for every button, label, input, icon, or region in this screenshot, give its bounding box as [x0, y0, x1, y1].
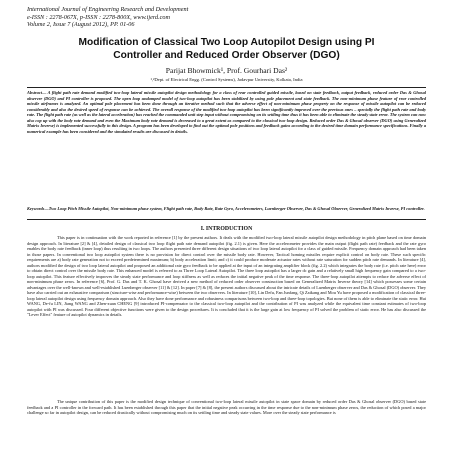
intro-paragraph-2-text: The unique contribution of this paper is the modified design technique of conventional two-loop lateral missile autopilot in state space domain by reduced order Das & Ghosal observer (DGO) based state feedback and a PI controller in the forward path. It has been established through this paper that the initial negative peak occurring in the time response due to the non-minimum phase zeros, the reduction of which posed a major challenge so far in autopilot design, can be reduced drastically without compromising much on its settling time and steady state values. More over the steady state performance is — [27, 399, 426, 415]
journal-issn: e-ISSN : 2278-067X, p-ISSN : 2278-800X, www.ijerd.com — [27, 13, 170, 21]
author-list: Parijat Bhowmick¹, Prof. Gourhari Das² — [165, 66, 288, 75]
paper-title — [30, 37, 423, 62]
affiliation: ¹,²Dept. of Electrical Engg. (Control Systems), Jadavpur University, Kolkata, India — [150, 77, 303, 82]
abstract-text: Abstract— A flight path rate demand modified two-loop lateral missile autopilot design methodology for a class of rear controlled guided missile, based on state feedback, output feedback, reduced order Das & Ghosal observer (DGO) and PI controller is proposed. The open loop undamped model of two-loop autopilot has been stabilized by using pole placement and state feedback. The non-minimum phase feature of rear controlled missile airframes is analyzed. An optimal pole placement has been done through an iterative method such that the adverse effect of non-minimum phase property on the response of missile autopilot can be reduced considerably and also the desired speed of response can be achieved. The overall response of the modified two-loop autopilot has been significantly improved over the previous ones – specially the flight path rate and body rate. The flight path rate (as well as the lateral acceleration) has reached the commanded unit step input without compromising on its settling time thus it has been able to eliminate the steady state error. The system can now also cop up with the body rate demand and even the Maximum body rate demand is decreased to a great extent as compared to the classical two-loop design. Reduced order Das & Ghosal observer (DGO) using Generalized Matrix Inverse) is implemented successfully in this design. A program has been developed to find out the optimal pole positions and feedback gains according to the desired time domain performance specifications. Finally a numerical example has been considered and the simulated results are discussed in details. — [27, 90, 426, 134]
keywords-divider — [27, 219, 426, 220]
top-divider — [27, 87, 426, 88]
title-line-2: Controller and Reduced Order Observer (DGO) — [113, 49, 340, 61]
intro-paragraph-2 — [27, 399, 426, 416]
journal-name: International Journal of Engineering Research and Development — [27, 6, 189, 13]
section-heading: I. INTRODUCTION — [200, 226, 253, 232]
intro-paragraph-1 — [27, 235, 426, 318]
keywords-text: —Two Loop Pitch Missile Autopilot, Non-minimum phase system, Flight path rate, Body Rate, Rate Gyro, Accelerometers, Luenberger Observer, Das & Ghosal Observer, Generalized Matrix Inverse, PI controller. — [44, 206, 425, 211]
keywords-block — [27, 206, 426, 212]
keywords-label: Keywords — [27, 206, 45, 211]
journal-volume: Volume 2, Issue 7 (August 2012), PP. 01-06 — [27, 21, 135, 29]
journal-header — [27, 6, 188, 29]
title-line-1: Modification of Classical Two Loop Autopilot Design using PI — [78, 37, 375, 48]
intro-paragraph-1-text: This paper is in continuation with the work reported in reference [1] by the present authors. It deals with the modified two-loop lateral missile autopilot design methodology in pitch plane based on time domain design approach. In literature [2] & [4], detailed design of classical two loop flight path rate demand autopilot (fig. 2.1) is given. Here the accelerometer provides the main output (flight path rate) feedback and the rate gyro enables the body rate feedback (inner loop) thus resulting in two loops. The authors presented three different design situations of two loop lateral autopilot for a class of guided missile. Frequency domain approach had been taken in those papers. In conventional two loop autopilot system there is no provision for direct control over the missile body rate. However, Tactical homing missiles require explicit control on body rate. These such specific requirements are a) body rate generation not to exceed predetermined maximum; b) body acceleration limit; and c) it could produce moderate actuator rates without rate saturation for sudden pitch rate demands. In literature [4], authors modified the design of two loop lateral autopilot and proposed an additional rate gyro feedback to be applied at the input of an integrating amplifier block (fig. 2.2) which integrates the body rate (i.e. pitch rate here) error to obtain direct control over the missile body rate. This enhanced model is referred to as Three Loop Lateral Autopilot. The three loop autopilot has a larger dc gain and a relatively small high frequency gain compared to a two-loop autopilot. This feature effectively improves the steady state performance and loop stiffness as well as reduces the initial negative peak of the time response. The three-loop autopilot attempts to reduce the adverse effect of non-minimum phase zeros. In reference [6], Prof. G. Das and T. K. Ghosal have derived a new method of reduced order observer construction based on Generalized Matrix Inverse theory [14] which possesses some certain advantages over the well-known and well-established Luenberger observer [11] & [12]. In paper [7] & [8], the present authors discussed about the intricate details of Luenberger observer and Das & Ghosal (DGO) observer. They have also carried out an exhaustive comparison (structure-wise and performance-wise) between the two observers. In literature [10], Lin Defu, Fan Junfang, Qi Zaikang and Mou Yu have proposed a modification of classical three-loop lateral autopilot design using frequency domain approach. Also they have done performance and robustness comparisons between two-loop and three-loop topologies. But none of them is able to eliminate the static error. Hui WANG, De-fu LIN, Jiang WANG and Zhen-xuan CHENG [9] introduced PI-compensator to the classical two-loop autopilot and the contribution of PI was analyzed while the equivalent time constant estimates of two-loop autopilot with PI was discussed. Four different objective functions were given to the design procedures. It is concluded that it is the large gain at low frequency of PI solved the problem of static error. He has also discussed the "Lever Effect" feature of autopilot dynamics in details. — [27, 235, 426, 317]
